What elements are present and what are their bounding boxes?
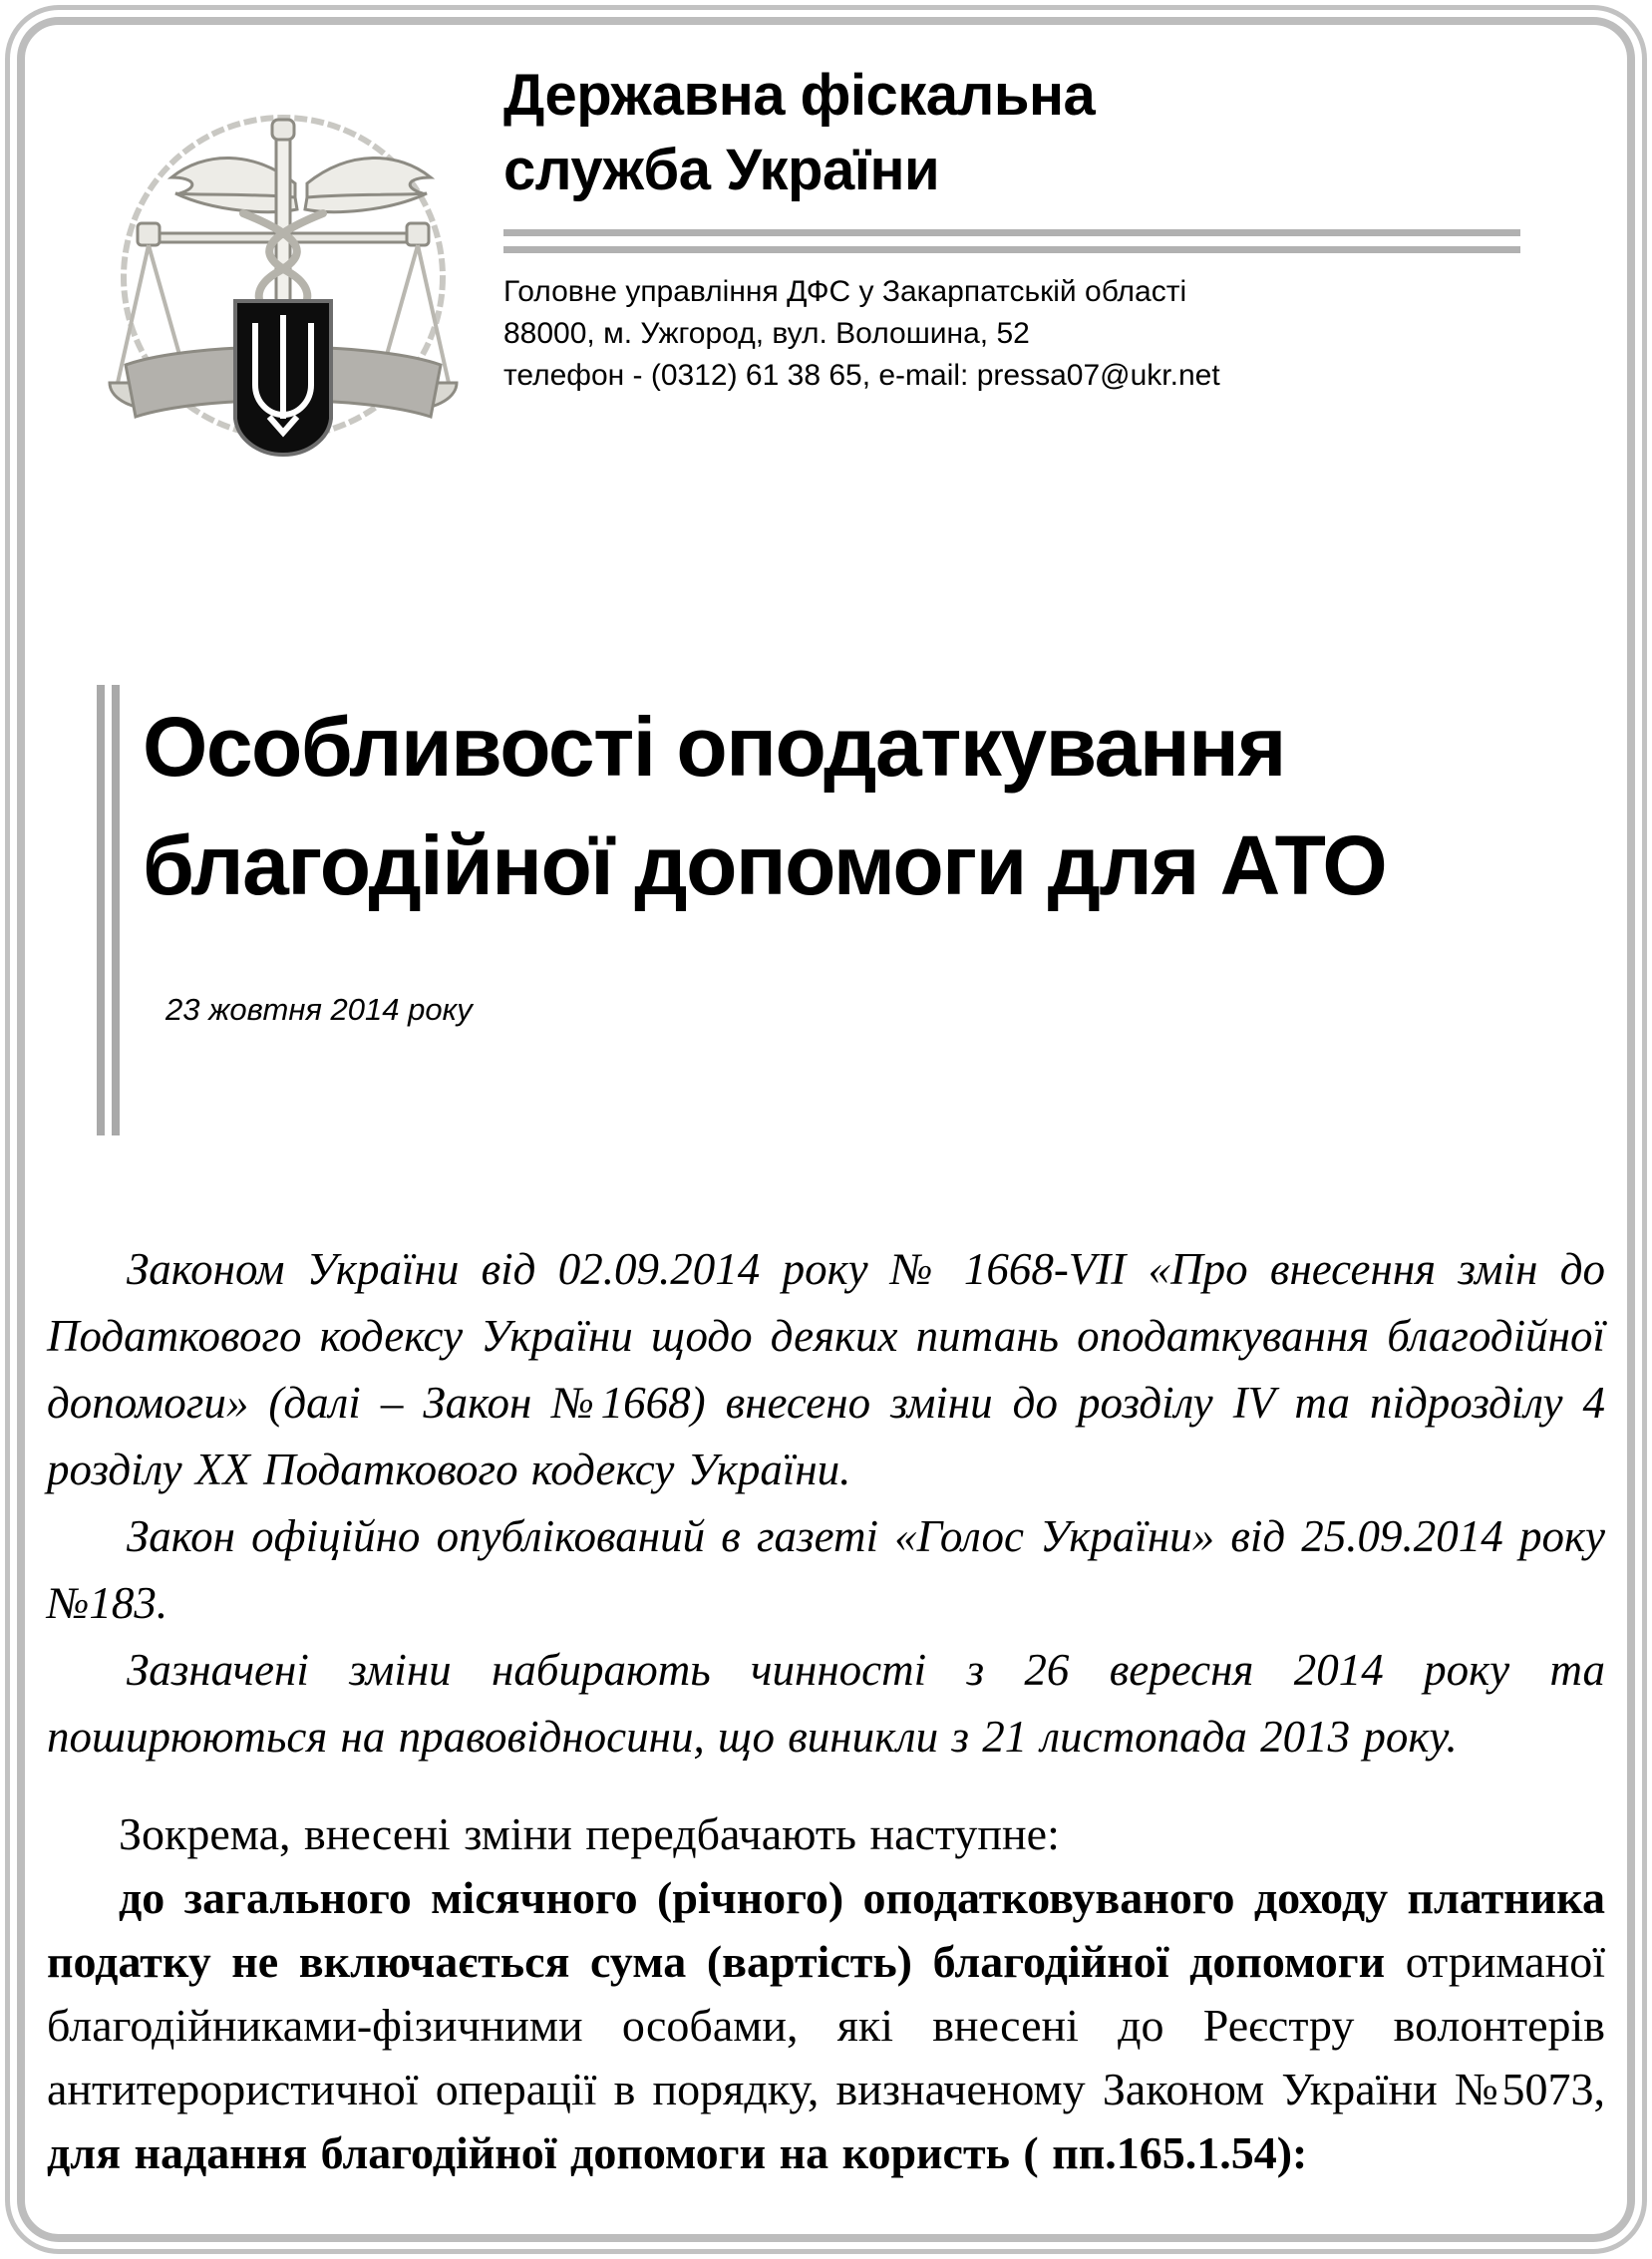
paragraph-intro: Зокрема, внесені зміни передбачають наступне: [119, 1808, 1060, 1859]
paragraph-exemption [47, 1866, 1605, 2185]
header-divider-bottom [503, 246, 1520, 253]
org-name-line2: служба України [503, 138, 940, 202]
article-title [143, 688, 1588, 925]
address-line: 88000, м. Ужгород, вул. Волошина, 52 [503, 317, 1030, 350]
letterhead [503, 58, 1540, 397]
contact-line: телефон - (0312) 61 38 65, e-mail: pressa07@ukr.net [503, 359, 1220, 392]
org-name-line1: Державна фіскальна [503, 63, 1096, 128]
exemption-bold-lead: до загального місячного (річного) оподатковуваного доходу платника податку не включається сума (вартість) благодійної допомоги [47, 1872, 1605, 1987]
title-accent-bar-left [97, 685, 105, 1135]
office-line: Головне управління ДФС у Закарпатській області [503, 275, 1187, 308]
article-title-line2: благодійної допомоги для АТО [143, 818, 1387, 912]
title-accent-bar-right [112, 685, 120, 1135]
article-date: 23 жовтня 2014 року [165, 992, 473, 1027]
paragraph-publication: Закон офіційно опублікований в газеті «Голос України» від 25.09.2014 року №183. [47, 1511, 1605, 1628]
article-body [47, 1236, 1605, 2185]
paragraph-law-1668: Законом України від 02.09.2014 року № 1668-VII «Про внесення змін до Податкового кодексу України щодо деяких питань оподаткування благодійної допомоги» (далі – Закон №1668) внесено зміни до розділу IV та підрозділу 4 розділу ХХ Податкового кодексу України. [47, 1244, 1605, 1494]
org-name [503, 58, 1540, 207]
article-title-line1: Особливості оподаткування [143, 700, 1285, 794]
header-divider-top [503, 229, 1520, 236]
fiscal-service-emblem-icon [84, 66, 483, 465]
exemption-normal-middle: отриманої благодійниками-фізичними особами, які внесені до Реєстру волонтерів антитерористичної операції в порядку, визначеному Законом України №5073, [47, 1936, 1605, 2114]
contact-block [503, 271, 1540, 397]
paragraph-effective-date: Зазначені зміни набирають чинності з 26 вересня 2014 року та поширюються на правовідносини, що виникли з 21 листопада 2013 року. [47, 1645, 1605, 1762]
exemption-bold-tail: для надання благодійної допомоги на користь ( пп.165.1.54): [47, 2127, 1308, 2178]
